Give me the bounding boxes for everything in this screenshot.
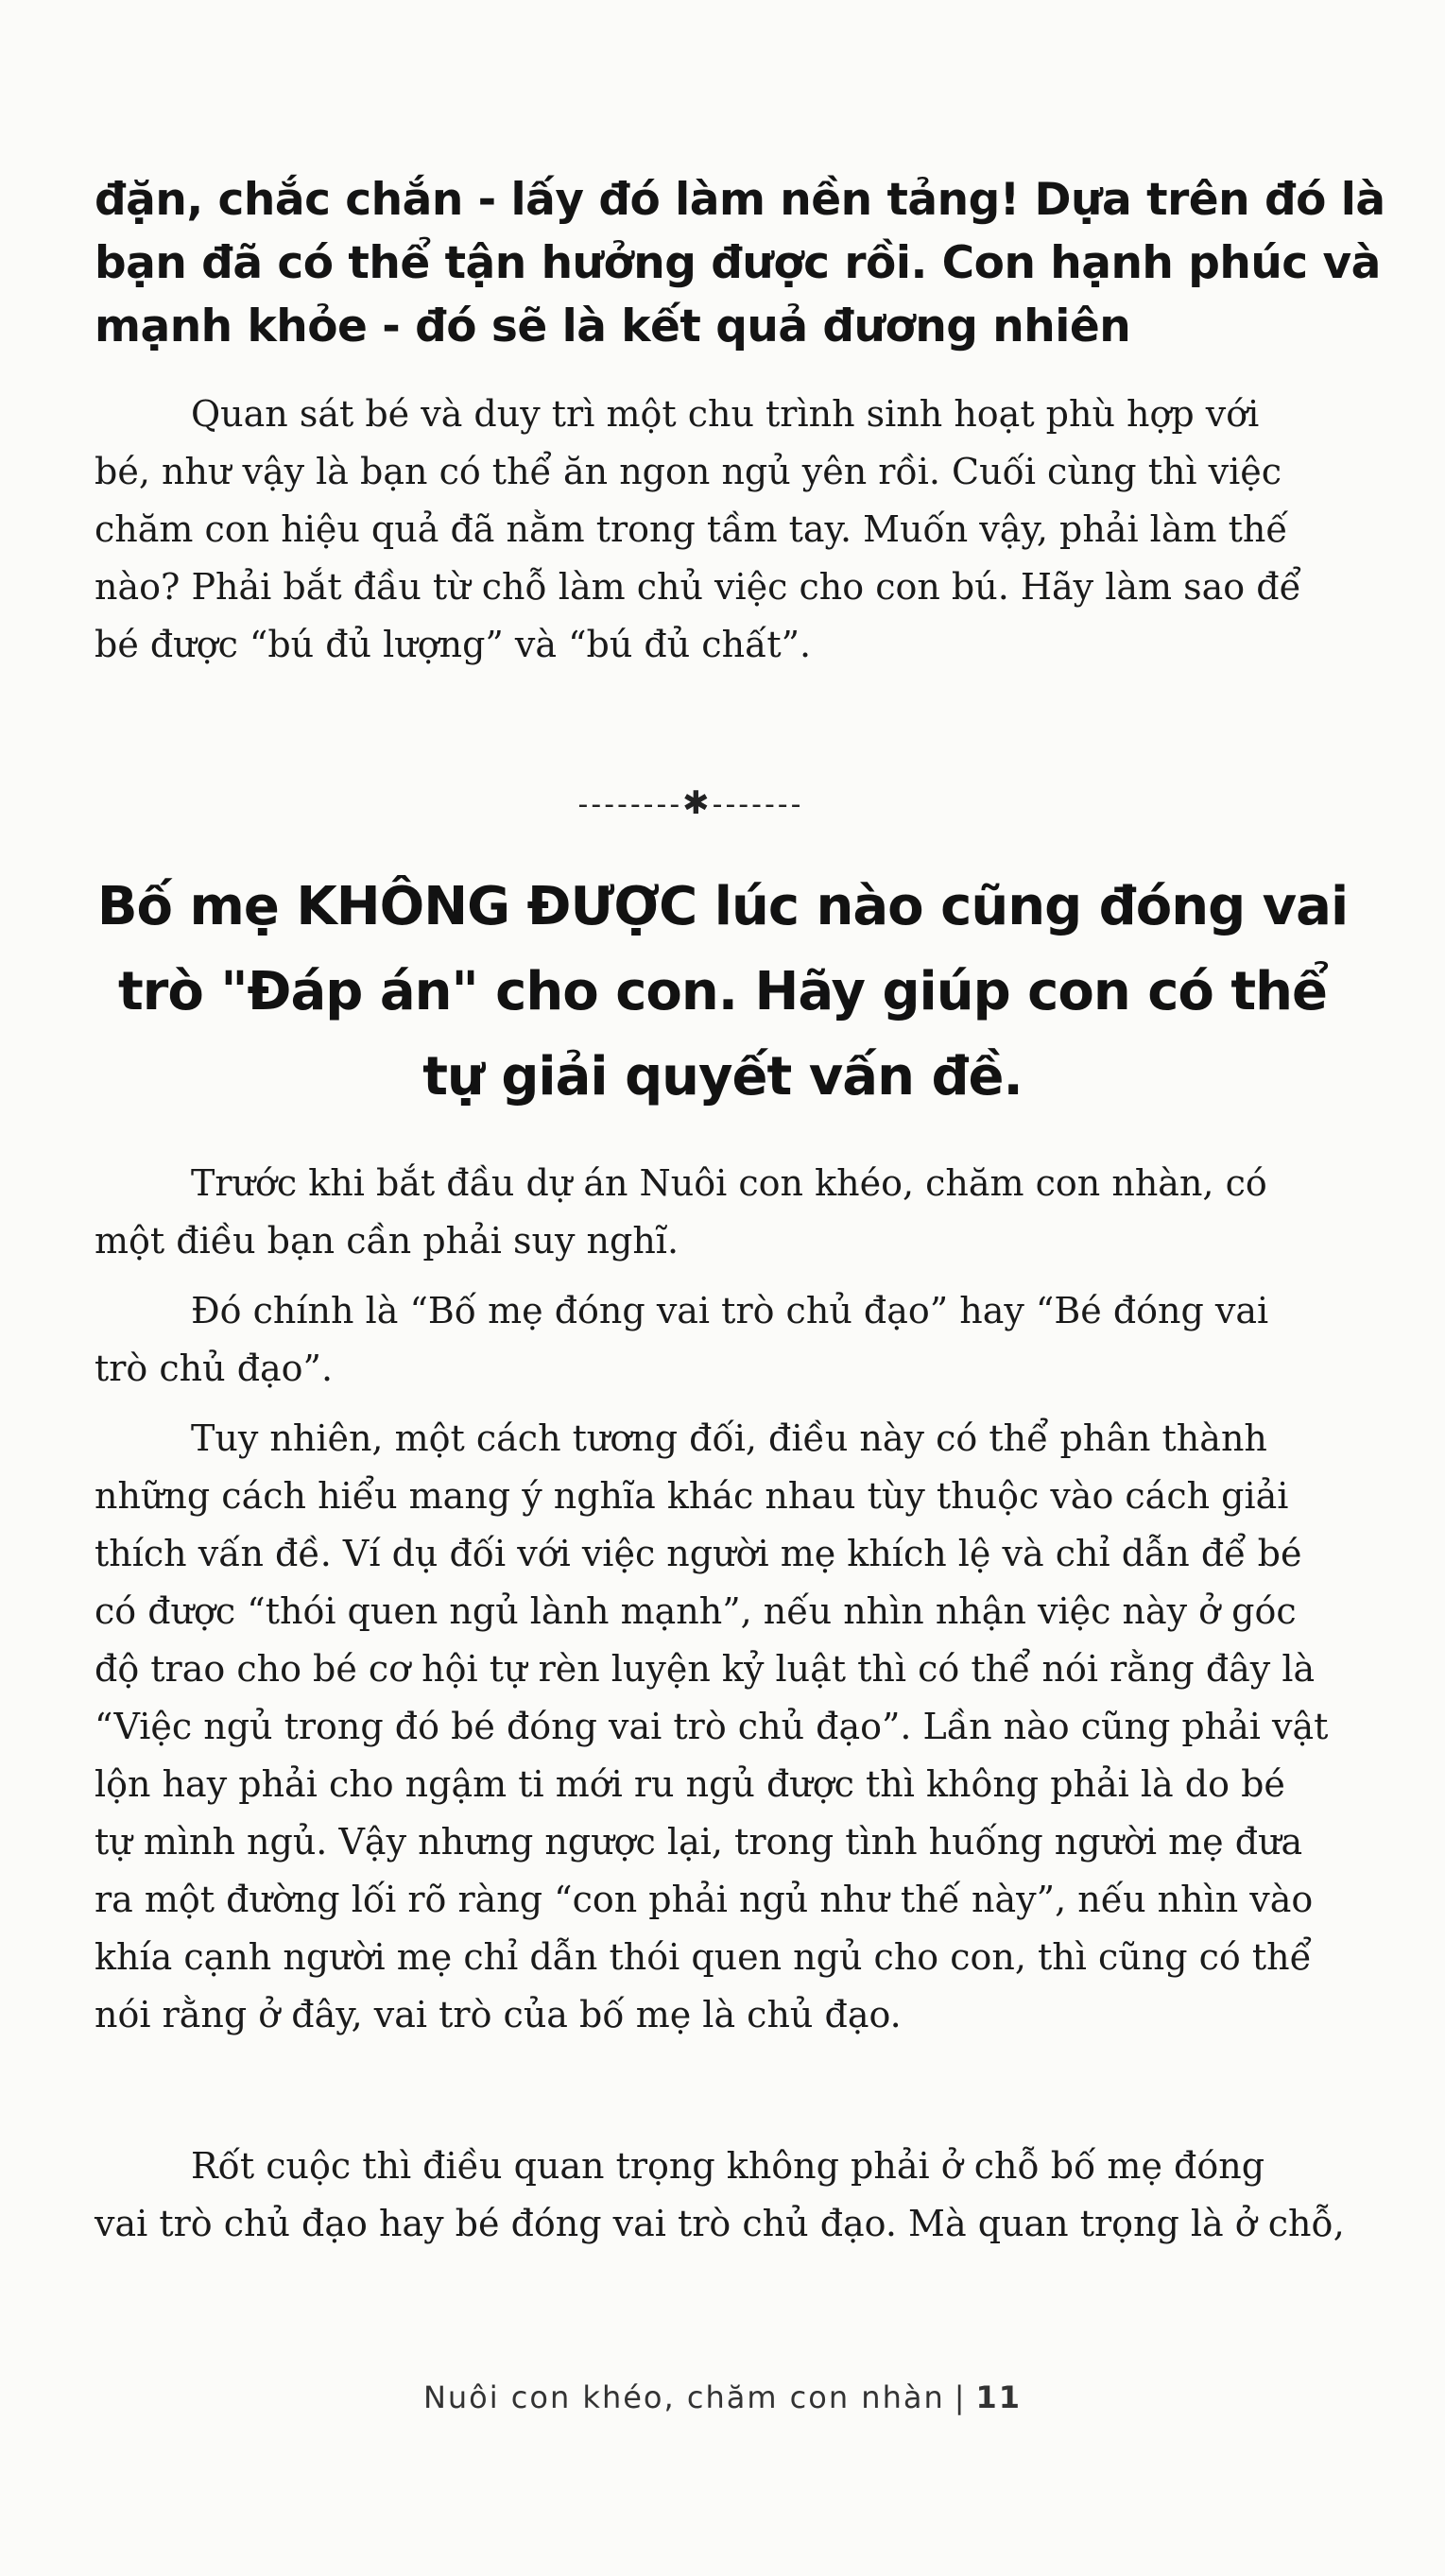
paragraph-line: bé được “bú đủ lượng” và “bú đủ chất”. [95, 624, 812, 665]
paragraph-line: lộn hay phải cho ngậm ti mới ru ngủ được thì không phải là do bé [95, 1763, 1285, 1805]
heading-line: tự giải quyết vấn đề. [422, 1046, 1023, 1108]
paragraph-line: nói rằng ở đây, vai trò của bố mẹ là chủ đạo. [95, 1994, 902, 2035]
paragraph-line: chăm con hiệu quả đã nằm trong tầm tay. Muốn vậy, phải làm thế [95, 508, 1288, 550]
paragraph-line: Quan sát bé và duy trì một chu trình sinh hoạt phù hợp với [191, 393, 1260, 435]
paragraph-line: Trước khi bắt đầu dự án Nuôi con khéo, chăm con nhàn, có [191, 1162, 1267, 1204]
bold-intro-text [95, 168, 1385, 358]
paragraph-role-question [95, 1282, 1323, 1398]
bold-intro-line: bạn đã có thể tận hưởng được rồi. Con hạnh phúc và [95, 237, 1381, 289]
separator-dashes-right: ------- [712, 788, 804, 821]
paragraph-conclusion [95, 2138, 1345, 2253]
paragraph-line: tự mình ngủ. Vậy nhưng ngược lại, trong tình huống người mẹ đưa [95, 1821, 1303, 1863]
section-heading [57, 865, 1388, 1120]
paragraph-line: khía cạnh người mẹ chỉ dẫn thói quen ngủ cho con, thì cũng có thể [95, 1936, 1313, 1978]
paragraph-explanation [95, 1410, 1329, 2044]
paragraph-line: Tuy nhiên, một cách tương đối, điều này có thể phân thành [191, 1417, 1267, 1459]
star-icon: ✱ [682, 784, 713, 822]
footer-divider: | [954, 2379, 967, 2415]
paragraph-line: một điều bạn cần phải suy nghĩ. [95, 1220, 679, 1262]
paragraph-line: Rốt cuộc thì điều quan trọng không phải ở chỗ bố mẹ đóng [191, 2145, 1265, 2187]
heading-line: trò "Đáp án" cho con. Hãy giúp con có thể [118, 961, 1327, 1022]
paragraph-line: những cách hiểu mang ý nghĩa khác nhau tùy thuộc vào cách giải [95, 1475, 1289, 1517]
paragraph-feeding [95, 386, 1323, 674]
paragraph-line: bé, như vậy là bạn có thể ăn ngon ngủ yên rồi. Cuối cùng thì việc [95, 451, 1282, 492]
paragraph-line: Đó chính là “Bố mẹ đóng vai trò chủ đạo” hay “Bé đóng vai [191, 1290, 1269, 1331]
bold-intro-line: đặn, chắc chắn - lấy đó làm nền tảng! Dựa trên đó là [95, 174, 1385, 226]
page-footer [0, 2379, 1445, 2415]
separator-dashes-left: -------- [577, 788, 683, 821]
paragraph-line: có được “thói quen ngủ lành mạnh”, nếu nhìn nhận việc này ở góc [95, 1590, 1297, 1632]
paragraph-line: “Việc ngủ trong đó bé đóng vai trò chủ đạo”. Lần nào cũng phải vật [95, 1706, 1329, 1747]
paragraph-line: thích vấn đề. Ví dụ đối với việc người mẹ khích lệ và chỉ dẫn để bé [95, 1533, 1302, 1574]
paragraph-line: trò chủ đạo”. [95, 1348, 334, 1389]
page-number: 11 [975, 2379, 1023, 2415]
paragraph-line: độ trao cho bé cơ hội tự rèn luyện kỷ luật thì có thể nói rằng đây là [95, 1648, 1316, 1690]
paragraph-line: ra một đường lối rõ ràng “con phải ngủ như thế này”, nếu nhìn vào [95, 1879, 1314, 1920]
paragraph-line: nào? Phải bắt đầu từ chỗ làm chủ việc cho con bú. Hãy làm sao để [95, 566, 1301, 608]
paragraph-project-intro [95, 1155, 1323, 1270]
section-separator [518, 784, 864, 822]
footer-book-title: Nuôi con khéo, chăm con nhàn [422, 2379, 945, 2415]
paragraph-line: vai trò chủ đạo hay bé đóng vai trò chủ đạo. Mà quan trọng là ở chỗ, [95, 2203, 1345, 2244]
heading-line: Bố mẹ KHÔNG ĐƯỢC lúc nào cũng đóng vai [96, 876, 1349, 937]
bold-intro-line: mạnh khỏe - đó sẽ là kết quả đương nhiên [95, 301, 1131, 352]
